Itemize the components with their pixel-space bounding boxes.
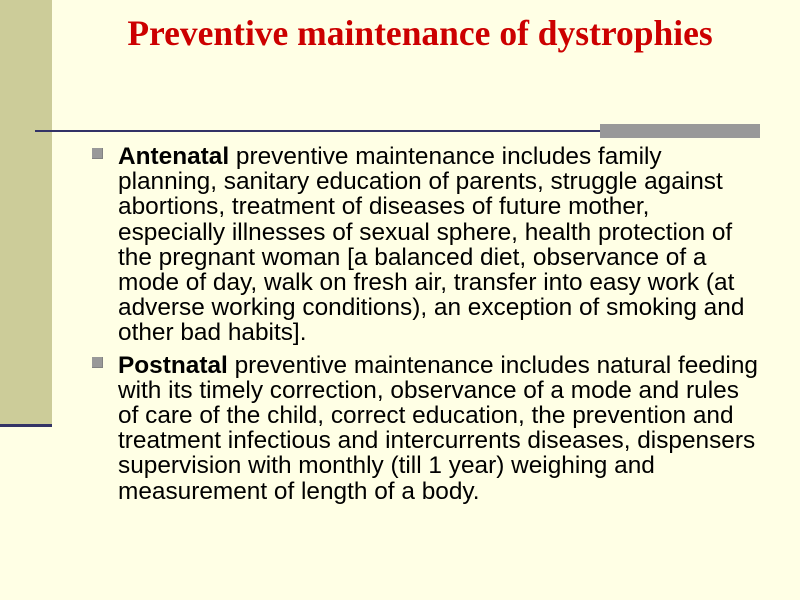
- bullet-text: preventive maintenance includes natural feeding with its timely correction, observance of a mode and rules of care of the child, correct education, the prevention and treatment infectious and intercurrents diseases, dispensers supervision with monthly (till 1 year) weighing and measurement of length of a body.: [118, 351, 758, 505]
- bullet-item-antenatal: [118, 144, 758, 346]
- slide-title: Preventive maintenance of dystrophies: [127, 13, 713, 53]
- square-bullet-icon: [92, 148, 103, 159]
- bullet-text: preventive maintenance includes family planning, sanitary education of parents, struggle against abortions, treatment of diseases of future mother, especially illnesses of sexual sphere, health protection of the pregnant woman [a balanced diet, observance of a mode of day, walk on fresh air, transfer into easy work (at adverse working conditions), an exception of smoking and other bad habits].: [118, 143, 745, 347]
- title-divider-block: [600, 124, 760, 138]
- accent-bar-bottom-rule: [0, 424, 52, 427]
- bullet-lead: Antenatal: [118, 143, 230, 170]
- bullet-list: [118, 144, 758, 511]
- bullet-lead: Postnatal: [118, 351, 228, 379]
- left-accent-bar: [0, 0, 52, 424]
- square-bullet-icon: [92, 357, 103, 368]
- bullet-item-postnatal: [118, 353, 758, 504]
